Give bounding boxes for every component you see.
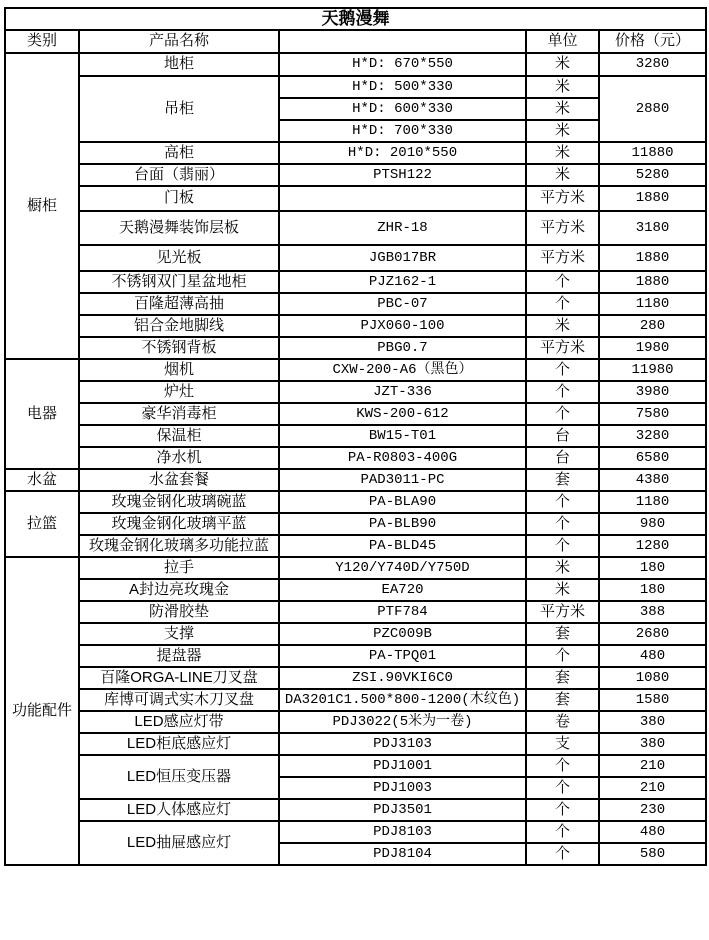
unit-cell: 平方米 — [526, 337, 599, 359]
product-name-cell: 台面（翡丽） — [79, 164, 279, 186]
price-cell: 3980 — [599, 381, 706, 403]
unit-cell: 米 — [526, 76, 599, 98]
spec-cell: PA-BLB90 — [279, 513, 526, 535]
spec-cell: KWS-200-612 — [279, 403, 526, 425]
product-name-cell: 玫瑰金钢化玻璃碗蓝 — [79, 491, 279, 513]
product-name-cell: 百隆超薄高抽 — [79, 293, 279, 315]
spec-cell: PTF784 — [279, 601, 526, 623]
product-name-cell: 地柜 — [79, 53, 279, 76]
price-cell: 980 — [599, 513, 706, 535]
table-row — [5, 755, 706, 777]
spec-cell: PJZ162-1 — [279, 271, 526, 293]
price-cell: 6580 — [599, 447, 706, 469]
table-row — [5, 293, 706, 315]
table-row — [5, 381, 706, 403]
unit-cell: 台 — [526, 425, 599, 447]
product-name-cell: LED感应灯带 — [79, 711, 279, 733]
unit-cell: 支 — [526, 733, 599, 755]
product-name-cell: 烟机 — [79, 359, 279, 381]
table-row — [5, 359, 706, 381]
unit-cell: 套 — [526, 689, 599, 711]
header-price: 价格（元） — [599, 30, 706, 53]
header-spec — [279, 30, 526, 53]
table-row — [5, 579, 706, 601]
product-name-cell: 吊柜 — [79, 76, 279, 142]
unit-cell: 个 — [526, 799, 599, 821]
spec-cell: JZT-336 — [279, 381, 526, 403]
unit-cell: 米 — [526, 53, 599, 76]
product-name-cell: 保温柜 — [79, 425, 279, 447]
spec-cell: PBC-07 — [279, 293, 526, 315]
spec-cell: PA-BLA90 — [279, 491, 526, 513]
product-name-cell: LED人体感应灯 — [79, 799, 279, 821]
product-name-cell: 豪华消毒柜 — [79, 403, 279, 425]
spec-cell: H*D: 500*330 — [279, 76, 526, 98]
spec-cell: PDJ1001 — [279, 755, 526, 777]
unit-cell: 米 — [526, 579, 599, 601]
price-cell: 1880 — [599, 186, 706, 211]
unit-cell: 个 — [526, 535, 599, 557]
table-row — [5, 403, 706, 425]
spec-cell: PBG0.7 — [279, 337, 526, 359]
table-body — [5, 8, 706, 865]
price-cell: 380 — [599, 711, 706, 733]
table-row — [5, 53, 706, 76]
price-cell: 2880 — [599, 76, 706, 142]
price-cell: 11880 — [599, 142, 706, 164]
spec-cell: PDJ8103 — [279, 821, 526, 843]
spec-cell: PDJ1003 — [279, 777, 526, 799]
price-cell: 1280 — [599, 535, 706, 557]
spec-cell: H*D: 2010*550 — [279, 142, 526, 164]
table-row — [5, 469, 706, 491]
unit-cell: 个 — [526, 777, 599, 799]
product-name-cell: 天鹅漫舞装饰层板 — [79, 211, 279, 245]
product-name-cell: 见光板 — [79, 245, 279, 271]
unit-cell: 平方米 — [526, 211, 599, 245]
product-name-cell: 百隆ORGA-LINE刀叉盘 — [79, 667, 279, 689]
table-row — [5, 337, 706, 359]
unit-cell: 米 — [526, 315, 599, 337]
unit-cell: 个 — [526, 821, 599, 843]
table-row — [5, 425, 706, 447]
price-cell: 5280 — [599, 164, 706, 186]
table-row — [5, 513, 706, 535]
product-name-cell: 炉灶 — [79, 381, 279, 403]
category-cell: 橱柜 — [5, 53, 79, 359]
unit-cell: 套 — [526, 623, 599, 645]
product-name-cell: 库博可调式实木刀叉盘 — [79, 689, 279, 711]
spec-cell — [279, 186, 526, 211]
price-cell: 1980 — [599, 337, 706, 359]
unit-cell: 个 — [526, 381, 599, 403]
spec-cell: PJX060-100 — [279, 315, 526, 337]
table-row — [5, 447, 706, 469]
table-row — [5, 557, 706, 579]
spec-cell: PDJ8104 — [279, 843, 526, 865]
table-row — [5, 733, 706, 755]
unit-cell: 平方米 — [526, 186, 599, 211]
table-row — [5, 623, 706, 645]
unit-cell: 个 — [526, 271, 599, 293]
unit-cell: 套 — [526, 469, 599, 491]
price-cell: 4380 — [599, 469, 706, 491]
unit-cell: 米 — [526, 98, 599, 120]
price-cell: 180 — [599, 579, 706, 601]
product-name-cell: 水盆套餐 — [79, 469, 279, 491]
table-row — [5, 535, 706, 557]
product-name-cell: 玫瑰金钢化玻璃多功能拉蓝 — [79, 535, 279, 557]
spec-cell: PA-BLD45 — [279, 535, 526, 557]
product-name-cell: 净水机 — [79, 447, 279, 469]
price-cell: 1880 — [599, 271, 706, 293]
price-cell: 7580 — [599, 403, 706, 425]
unit-cell: 台 — [526, 447, 599, 469]
price-cell: 380 — [599, 733, 706, 755]
unit-cell: 卷 — [526, 711, 599, 733]
spec-cell: H*D: 600*330 — [279, 98, 526, 120]
unit-cell: 个 — [526, 843, 599, 865]
spec-cell: H*D: 670*550 — [279, 53, 526, 76]
header-row — [5, 30, 706, 53]
price-cell: 1180 — [599, 491, 706, 513]
price-cell: 280 — [599, 315, 706, 337]
product-name-cell: 不锈钢背板 — [79, 337, 279, 359]
spec-cell: PA-TPQ01 — [279, 645, 526, 667]
product-name-cell: 高柜 — [79, 142, 279, 164]
unit-cell: 套 — [526, 667, 599, 689]
product-name-cell: 不锈钢双门星盆地柜 — [79, 271, 279, 293]
unit-cell: 个 — [526, 645, 599, 667]
unit-cell: 米 — [526, 142, 599, 164]
unit-cell: 个 — [526, 293, 599, 315]
price-cell: 3280 — [599, 53, 706, 76]
price-cell: 3280 — [599, 425, 706, 447]
table-row — [5, 601, 706, 623]
table-row — [5, 645, 706, 667]
price-cell: 3180 — [599, 211, 706, 245]
spec-cell: PTSH122 — [279, 164, 526, 186]
unit-cell: 平方米 — [526, 601, 599, 623]
price-cell: 11980 — [599, 359, 706, 381]
unit-cell: 平方米 — [526, 245, 599, 271]
product-name-cell: 提盘器 — [79, 645, 279, 667]
spec-cell: Y120/Y740D/Y750D — [279, 557, 526, 579]
table-row — [5, 491, 706, 513]
category-cell: 拉篮 — [5, 491, 79, 557]
price-cell: 210 — [599, 755, 706, 777]
unit-cell: 个 — [526, 403, 599, 425]
spec-cell: PAD3011-PC — [279, 469, 526, 491]
table-row — [5, 667, 706, 689]
unit-cell: 米 — [526, 557, 599, 579]
unit-cell: 米 — [526, 120, 599, 142]
product-name-cell: A封边亮玫瑰金 — [79, 579, 279, 601]
category-cell: 功能配件 — [5, 557, 79, 865]
product-name-cell: 门板 — [79, 186, 279, 211]
header-unit: 单位 — [526, 30, 599, 53]
price-cell: 1880 — [599, 245, 706, 271]
table-row — [5, 821, 706, 843]
table-row — [5, 245, 706, 271]
table-row — [5, 271, 706, 293]
price-cell: 230 — [599, 799, 706, 821]
category-cell: 电器 — [5, 359, 79, 469]
price-cell: 388 — [599, 601, 706, 623]
category-cell: 水盆 — [5, 469, 79, 491]
header-product-name: 产品名称 — [79, 30, 279, 53]
unit-cell: 个 — [526, 359, 599, 381]
product-name-cell: 支撑 — [79, 623, 279, 645]
spec-cell: EA720 — [279, 579, 526, 601]
spec-cell: ZSI.90VKI6C0 — [279, 667, 526, 689]
price-cell: 210 — [599, 777, 706, 799]
header-category: 类别 — [5, 30, 79, 53]
price-cell: 1580 — [599, 689, 706, 711]
spec-cell: PDJ3103 — [279, 733, 526, 755]
unit-cell: 米 — [526, 164, 599, 186]
price-cell: 180 — [599, 557, 706, 579]
unit-cell: 个 — [526, 513, 599, 535]
spec-cell: JGB017BR — [279, 245, 526, 271]
price-cell: 1080 — [599, 667, 706, 689]
spec-cell: H*D: 700*330 — [279, 120, 526, 142]
page-title: 天鹅漫舞 — [5, 8, 706, 30]
product-name-cell: 铝合金地脚线 — [79, 315, 279, 337]
table-row — [5, 186, 706, 211]
table-row — [5, 164, 706, 186]
spec-cell: CXW-200-A6（黑色） — [279, 359, 526, 381]
spec-cell: PDJ3501 — [279, 799, 526, 821]
table-row — [5, 315, 706, 337]
product-name-cell: 玫瑰金钢化玻璃平蓝 — [79, 513, 279, 535]
table-row — [5, 211, 706, 245]
spec-cell: BW15-T01 — [279, 425, 526, 447]
spec-cell: PZC009B — [279, 623, 526, 645]
spec-cell: ZHR-18 — [279, 211, 526, 245]
product-name-cell: 防滑胶垫 — [79, 601, 279, 623]
price-cell: 1180 — [599, 293, 706, 315]
price-cell: 580 — [599, 843, 706, 865]
product-name-cell: 拉手 — [79, 557, 279, 579]
unit-cell: 个 — [526, 755, 599, 777]
table-row — [5, 799, 706, 821]
price-table — [4, 7, 707, 866]
unit-cell: 个 — [526, 491, 599, 513]
table-row — [5, 711, 706, 733]
table-row — [5, 689, 706, 711]
spec-cell: PDJ3022(5米为一卷) — [279, 711, 526, 733]
spec-cell: DA3201C1.500*800-1200(木纹色) — [279, 689, 526, 711]
table-row — [5, 142, 706, 164]
product-name-cell: LED柜底感应灯 — [79, 733, 279, 755]
table-row — [5, 76, 706, 98]
price-cell: 480 — [599, 645, 706, 667]
product-name-cell: LED恒压变压器 — [79, 755, 279, 799]
spec-cell: PA-R0803-400G — [279, 447, 526, 469]
price-cell: 2680 — [599, 623, 706, 645]
price-cell: 480 — [599, 821, 706, 843]
product-name-cell: LED抽屉感应灯 — [79, 821, 279, 865]
title-row — [5, 8, 706, 30]
